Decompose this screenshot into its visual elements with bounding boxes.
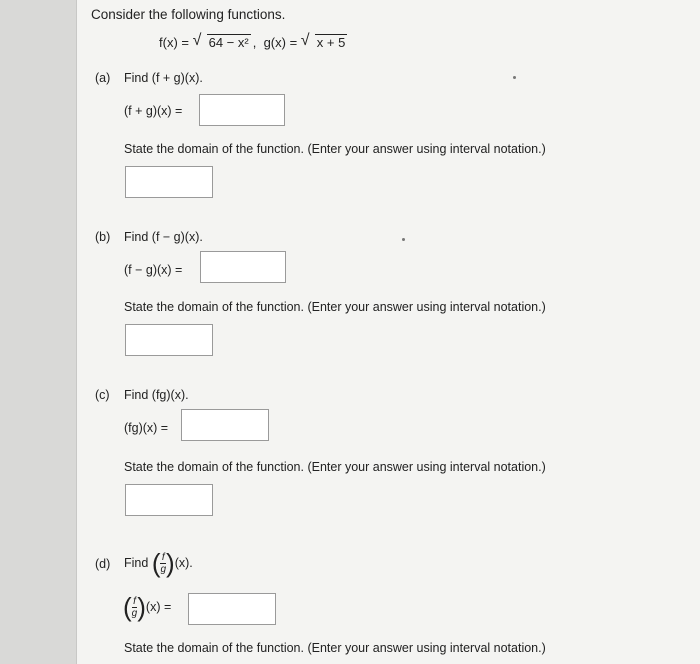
stray-dot <box>402 238 405 241</box>
function-definitions <box>159 34 349 50</box>
sqrt-icon: √ <box>300 32 310 49</box>
part-a-answer-input[interactable] <box>199 94 285 126</box>
part-d-answer-input[interactable] <box>188 593 276 625</box>
part-c-domain-input[interactable] <box>125 484 213 516</box>
part-b-label: (b) <box>95 230 111 244</box>
left-paren-icon: ( <box>151 548 161 578</box>
g-sqrt <box>301 34 348 50</box>
separator: , <box>252 35 257 50</box>
part-d-domain-prompt: State the domain of the function. (Enter your answer using interval notation.) <box>124 641 546 655</box>
part-d-expr-suffix: (x) = <box>145 599 172 614</box>
f-sqrt <box>193 34 251 50</box>
part-b-domain-input[interactable] <box>125 324 213 356</box>
part-b-expr: (f − g)(x) = <box>124 263 183 277</box>
g-radicand: x + 5 <box>316 35 346 50</box>
part-c-expr: (fg)(x) = <box>124 421 169 435</box>
sqrt-icon: √ <box>192 32 202 49</box>
part-d-expr <box>123 592 171 623</box>
part-c-domain-prompt: State the domain of the function. (Enter your answer using interval notation.) <box>124 460 546 474</box>
part-b-answer-input[interactable] <box>200 251 286 283</box>
part-d-prompt-prefix: Find <box>124 555 149 570</box>
part-b-prompt: Find (f − g)(x). <box>124 230 203 244</box>
part-a-domain-input[interactable] <box>125 166 213 198</box>
right-paren-icon: ) <box>137 592 146 622</box>
f-over-g-fraction: $\frac{f}{g}$ <box>160 552 167 575</box>
part-a-domain-prompt: State the domain of the function. (Enter your answer using interval notation.) <box>124 142 546 156</box>
g-lhs: g(x) = <box>263 35 301 50</box>
problem-intro: Consider the following functions. <box>91 7 286 22</box>
part-a-expr: (f + g)(x) = <box>124 104 183 118</box>
f-radicand: 64 − x² <box>208 35 249 50</box>
part-a-label: (a) <box>95 71 111 85</box>
worksheet-panel <box>76 0 700 664</box>
stray-dot <box>513 76 516 79</box>
part-d-prompt <box>124 548 193 579</box>
part-c-label: (c) <box>95 388 110 402</box>
part-c-answer-input[interactable] <box>181 409 269 441</box>
f-over-g-fraction: $\frac{f}{g}$ <box>131 596 138 619</box>
part-d-prompt-suffix: (x). <box>174 555 193 570</box>
left-paren-icon: ( <box>123 592 132 622</box>
part-b-domain-prompt: State the domain of the function. (Enter your answer using interval notation.) <box>124 300 546 314</box>
right-paren-icon: ) <box>166 548 175 578</box>
part-c-prompt: Find (fg)(x). <box>124 388 189 402</box>
part-a-prompt: Find (f + g)(x). <box>124 71 203 85</box>
part-d-label: (d) <box>95 557 111 571</box>
f-lhs: f(x) = <box>159 35 193 50</box>
